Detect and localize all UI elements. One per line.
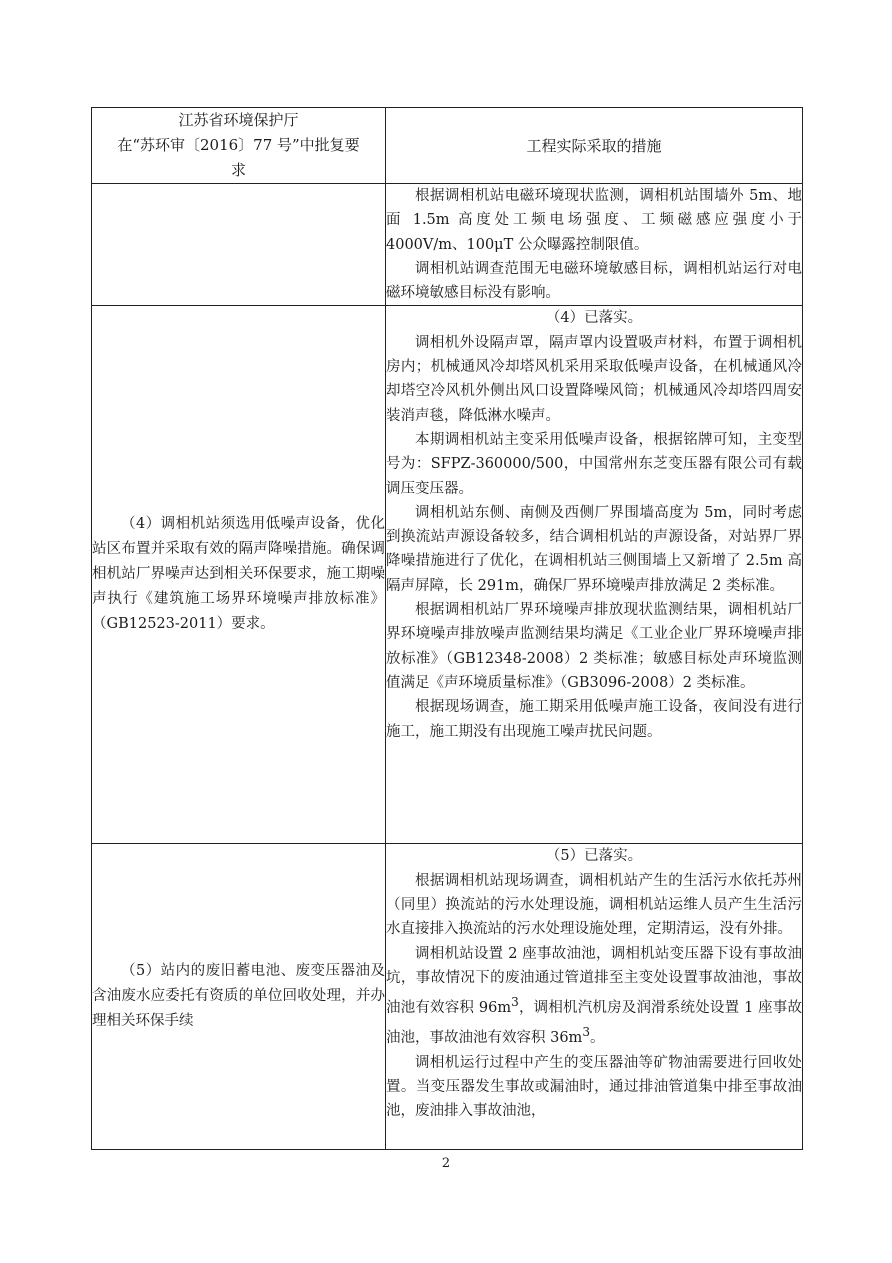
header-left-line-1: 江苏省环境保护厅 [178, 111, 299, 129]
requirement-cell-waste [92, 844, 386, 1150]
superscript: 3 [582, 1025, 590, 1040]
header-left-line-3: 求 [230, 161, 246, 179]
measures-cell-electromagnetic [386, 184, 803, 306]
header-left-line-2: 在“苏环审〔2016〕77 号”中批复要 [117, 136, 360, 154]
paragraph: 根据调相机站现场调查，调相机站产生的生活污水依托苏州（同里）换流站的污水处理设施，调相机站运维人员产生生活污水直接排入换流站的污水处理设施处理，定期清运，没有外排。 [386, 872, 802, 938]
text-segment: 。 [590, 1030, 605, 1047]
header-requirements [92, 108, 386, 184]
paragraph: 调相机外设隔声罩，隔声罩内设置吸声材料，布置于调相机房内；机械通风冷却塔风机采用采取低噪声设备，在机械通风冷却塔空冷风机外侧出风口设置降噪风筒；机械通风冷却塔四周安装消声毯，降低淋水噪声。 [386, 334, 802, 424]
measures-cell-noise [386, 306, 803, 844]
measures-table [91, 107, 803, 1150]
paragraph: 调相机站调查范围无电磁环境敏感目标，调相机站运行对电磁环境敏感目标没有影响。 [386, 260, 802, 302]
paragraph: 根据调相机站电磁环境现状监测，调相机站围墙外 5m、地面 1.5m 高度处工频电场强度、工频磁感应强度小于 4000V/m、100μT 公众曝露控制限值。 [386, 188, 802, 253]
requirement-text: （5）站内的废旧蓄电池、废变压器油及含油废水应委托有资质的单位回收处理，并办理相关环保手续 [92, 963, 385, 1030]
text-segment: ，调相机汽机房及润滑系统处设置 1 座事故油池，事故油池有效容积 36m [386, 1000, 802, 1047]
paragraph: 根据现场调查，施工期采用低噪声施工设备，夜间没有进行施工，施工期没有出现施工噪声扰民问题。 [386, 699, 802, 740]
superscript: 3 [511, 995, 519, 1010]
header-measures: 工程实际采取的措施 [386, 108, 803, 184]
requirement-cell-empty [92, 184, 386, 306]
paragraph: 调相机站东侧、南侧及西侧厂界围墙高度为 5m，同时考虑到换流站声源设备较多，结合调相机站的声源设备，对站界厂界降噪措施进行了优化，在调相机站三侧围墙上又新增了 2.5m 高隔声屏障，长 291m，确保厂界环境噪声排放满足 2 类标准。 [386, 504, 802, 594]
page-number: 2 [441, 1156, 451, 1171]
status-text: （5）已落实。 [545, 848, 643, 865]
text-segment: 调相机站设置 2 座事故油池，调相机站变压器下设有事故油坑，事故情况下的废油通过管道排至主变处设置事故油池，事故油池有效容积 96m [386, 945, 802, 1017]
status-text: （4）已落实。 [545, 310, 643, 327]
paragraph: 根据调相机站厂界环境噪声排放现状监测结果，调相机站厂界环境噪声排放噪声监测结果均满足《工业企业厂界环境噪声排放标准》（GB12348-2008）2 类标准；敏感目标处声环境监测值满足《声环境质量标准》（GB3096-2008）2 类标准。 [386, 602, 802, 691]
requirement-text: （4）调相机站须选用低噪声设备，优化站区布置并采取有效的隔声降噪措施。确保调相机站厂界噪声达到相关环保要求，施工期噪声执行《建筑施工场界环境噪声排放标准》（GB12523-2011）要求。 [92, 516, 385, 633]
requirement-cell-noise [92, 306, 386, 844]
paragraph-oil-pits [386, 942, 802, 1051]
paragraph: 本期调相机站主变采用低噪声设备，根据铭牌可知，主变型号为：SFPZ-360000/500，中国常州东芝变压器有限公司有载调压变压器。 [386, 431, 802, 497]
measures-cell-waste [386, 844, 803, 1150]
paragraph: 调相机运行过程中产生的变压器油等矿物油需要进行回收处置。当变压器发生事故或漏油时，通过排油管道集中排至事故油池，废油排入事故油池， [386, 1054, 802, 1120]
